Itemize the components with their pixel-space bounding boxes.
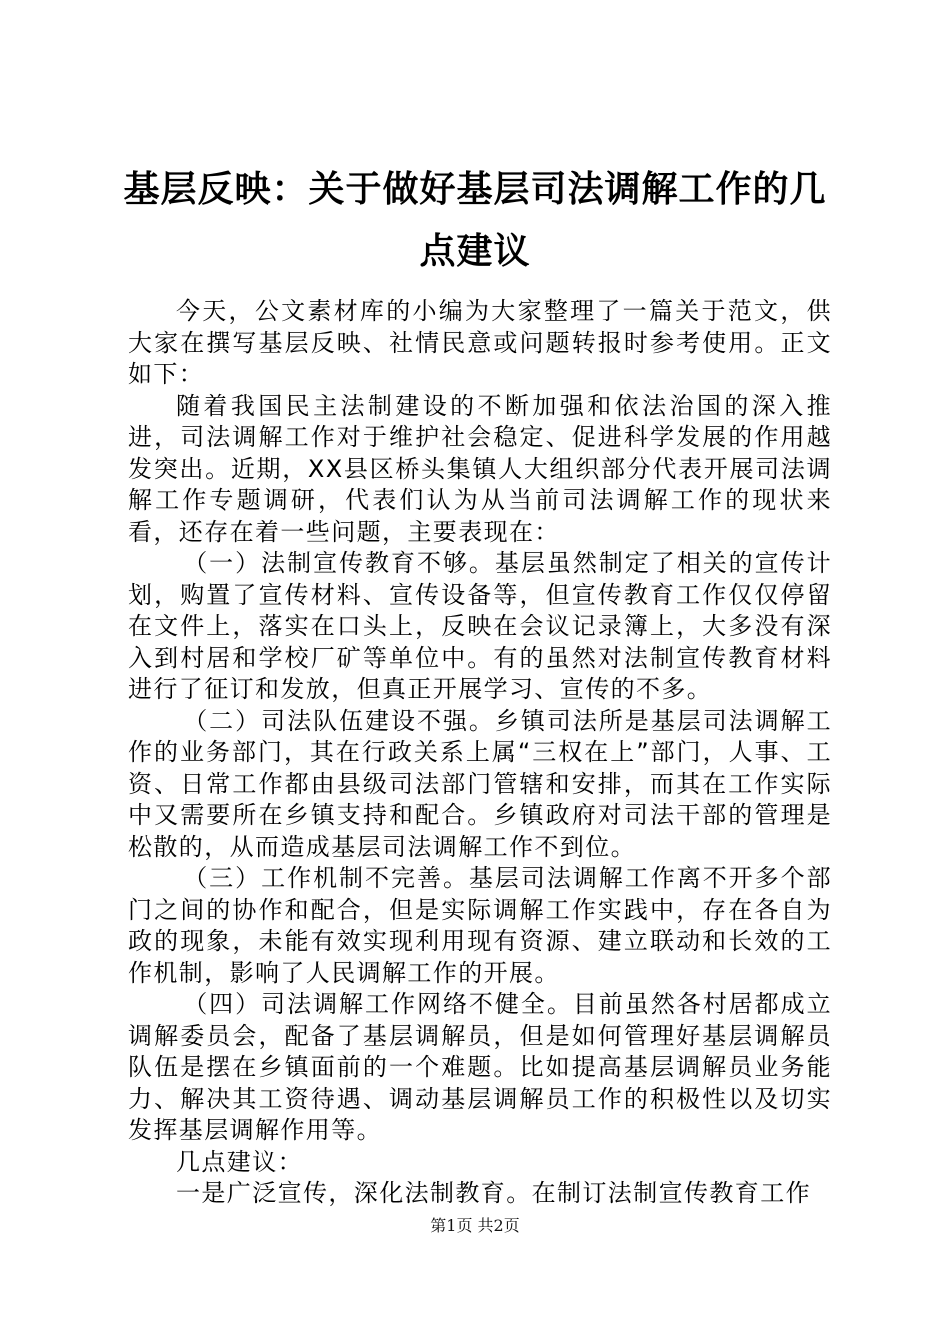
paragraph-suggestions-heading: 几点建议： [176, 1147, 303, 1176]
document-title: 基层反映：关于做好基层司法调解工作的几点建议 [123, 168, 827, 272]
paragraph-issue-2: （二）司法队伍建设不强。乡镇司法所是基层司法调解工作的业务部门，其在行政关系上属“三权在上”部门，人事、工资、日常工作都由县级司法部门管辖和安排，而其在工作实际中又需要所在乡镇支持和配合。乡镇政府对司法干部的管理是松散的，从而造成基层司法调解工作不到位。 [128, 706, 832, 861]
paragraph-issue-4: （四）司法调解工作网络不健全。目前虽然各村居都成立调解委员会，配备了基层调解员，但是如何管理好基层调解员队伍是摆在乡镇面前的一个难题。比如提高基层调解员业务能力、解决其工资待遇、调动基层调解员工作的积极性以及切实发挥基层调解作用等。 [128, 990, 832, 1144]
paragraph-intro: 今天，公文素材库的小编为大家整理了一篇关于范文，供大家在撰写基层反映、社情民意或问题转报时参考使用。正文如下： [128, 297, 832, 388]
page-footer: 第1页 共2页 [430, 1216, 520, 1235]
paragraph-background: 随着我国民主法制建设的不断加强和依法治国的深入推进，司法调解工作对于维护社会稳定、促进科学发展的作用越发突出。近期，XX县区桥头集镇人大组织部分代表开展司法调解工作专题调研，代表们认为从当前司法调解工作的现状来看，还存在着一些问题，主要表现在： [128, 391, 832, 546]
paragraph-suggestion-1: 一是广泛宣传，深化法制教育。在制订法制宣传教育工作 [176, 1179, 811, 1207]
paragraph-issue-3: （三）工作机制不完善。基层司法调解工作离不开多个部门之间的协作和配合，但是实际调解工作实践中，存在各自为政的现象，未能有效实现利用现有资源、建立联动和长效的工作机制，影响了人民调解工作的开展。 [128, 864, 832, 987]
paragraph-issue-1: （一）法制宣传教育不够。基层虽然制定了相关的宣传计划，购置了宣传材料、宣传设备等，但宣传教育工作仅仅停留在文件上，落实在口头上，反映在会议记录簿上，大多没有深入到村居和学校厂矿等单位中。有的虽然对法制宣传教育材料进行了征订和发放，但真正开展学习、宣传的不多。 [128, 549, 832, 703]
document-body [128, 296, 832, 1210]
